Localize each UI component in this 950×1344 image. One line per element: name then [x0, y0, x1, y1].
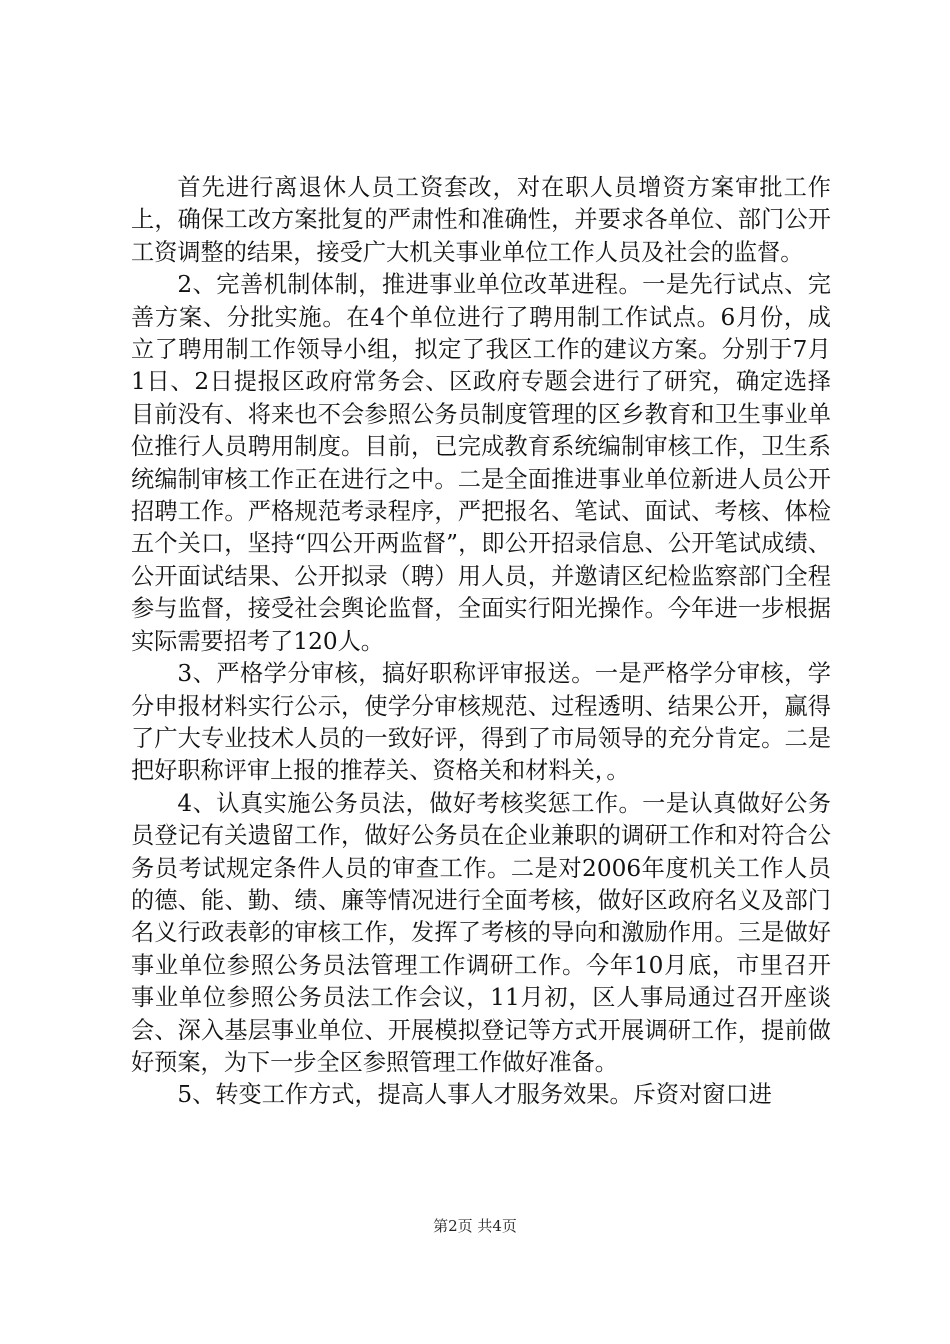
- paragraph-credit-review: 3、严格学分审核，搞好职称评审报送。一是严格学分审核，学分申报材料实行公示，使学分审核规范、过程透明、结果公开，赢得了广大专业技术人员的一致好评，得到了市局领导的充分肯定。二是把好职称评审上报的推荐关、资格关和材料关，。: [131, 660, 831, 785]
- paragraph-civil-servant-law: 4、认真实施公务员法，做好考核奖惩工作。一是认真做好公务员登记有关遗留工作，做好公务员在企业兼职的调研工作和对符合公务员考试规定条件人员的审查工作。二是对2006年度机关工作人员的德、能、勤、绩、廉等情况进行全面考核，做好区政府名义及部门名义行政表彰的审核工作，发挥了考核的导向和激励作用。三是做好事业单位参照公务员法管理工作调研工作。今年10月底，市里召开事业单位参照公务员法工作会议，11月初，区人事局通过召开座谈会、深入基层事业单位、开展模拟登记等方式开展调研工作，提前做好预案，为下一步全区参照管理工作做好准备。: [131, 789, 831, 1076]
- paragraph-institution-reform: 2、完善机制体制，推进事业单位改革进程。一是先行试点、完善方案、分批实施。在4个单位进行了聘用制工作试点。6月份，成立了聘用制工作领导小组，拟定了我区工作的建议方案。分别于7月1日、2日提报区政府常务会、区政府专题会进行了研究，确定选择目前没有、将来也不会参照公务员制度管理的区乡教育和卫生事业单位推行人员聘用制度。目前，已完成教育系统编制审核工作，卫生系统编制审核工作正在进行之中。二是全面推进事业单位新进人员公开招聘工作。严格规范考录程序，严把报名、笔试、面试、考核、体检五个关口，坚持“四公开两监督”，即公开招录信息、公开笔试成绩、公开面试结果、公开拟录（聘）用人员，并邀请区纪检监察部门全程参与监督，接受社会舆论监督，全面实行阳光操作。今年进一步根据实际需要招考了120人。: [131, 271, 831, 655]
- page-footer: 第2页 共4页: [433, 1217, 517, 1235]
- document-body: [131, 172, 831, 1112]
- paragraph-salary-reform: 首先进行离退休人员工资套改，对在职人员增资方案审批工作上，确保工改方案批复的严肃性和准确性，并要求各单位、部门公开工资调整的结果，接受广大机关事业单位工作人员及社会的监督。: [131, 174, 831, 266]
- paragraph-service-improvement: 5、转变工作方式，提高人事人才服务效果。斥资对窗口进: [177, 1081, 772, 1109]
